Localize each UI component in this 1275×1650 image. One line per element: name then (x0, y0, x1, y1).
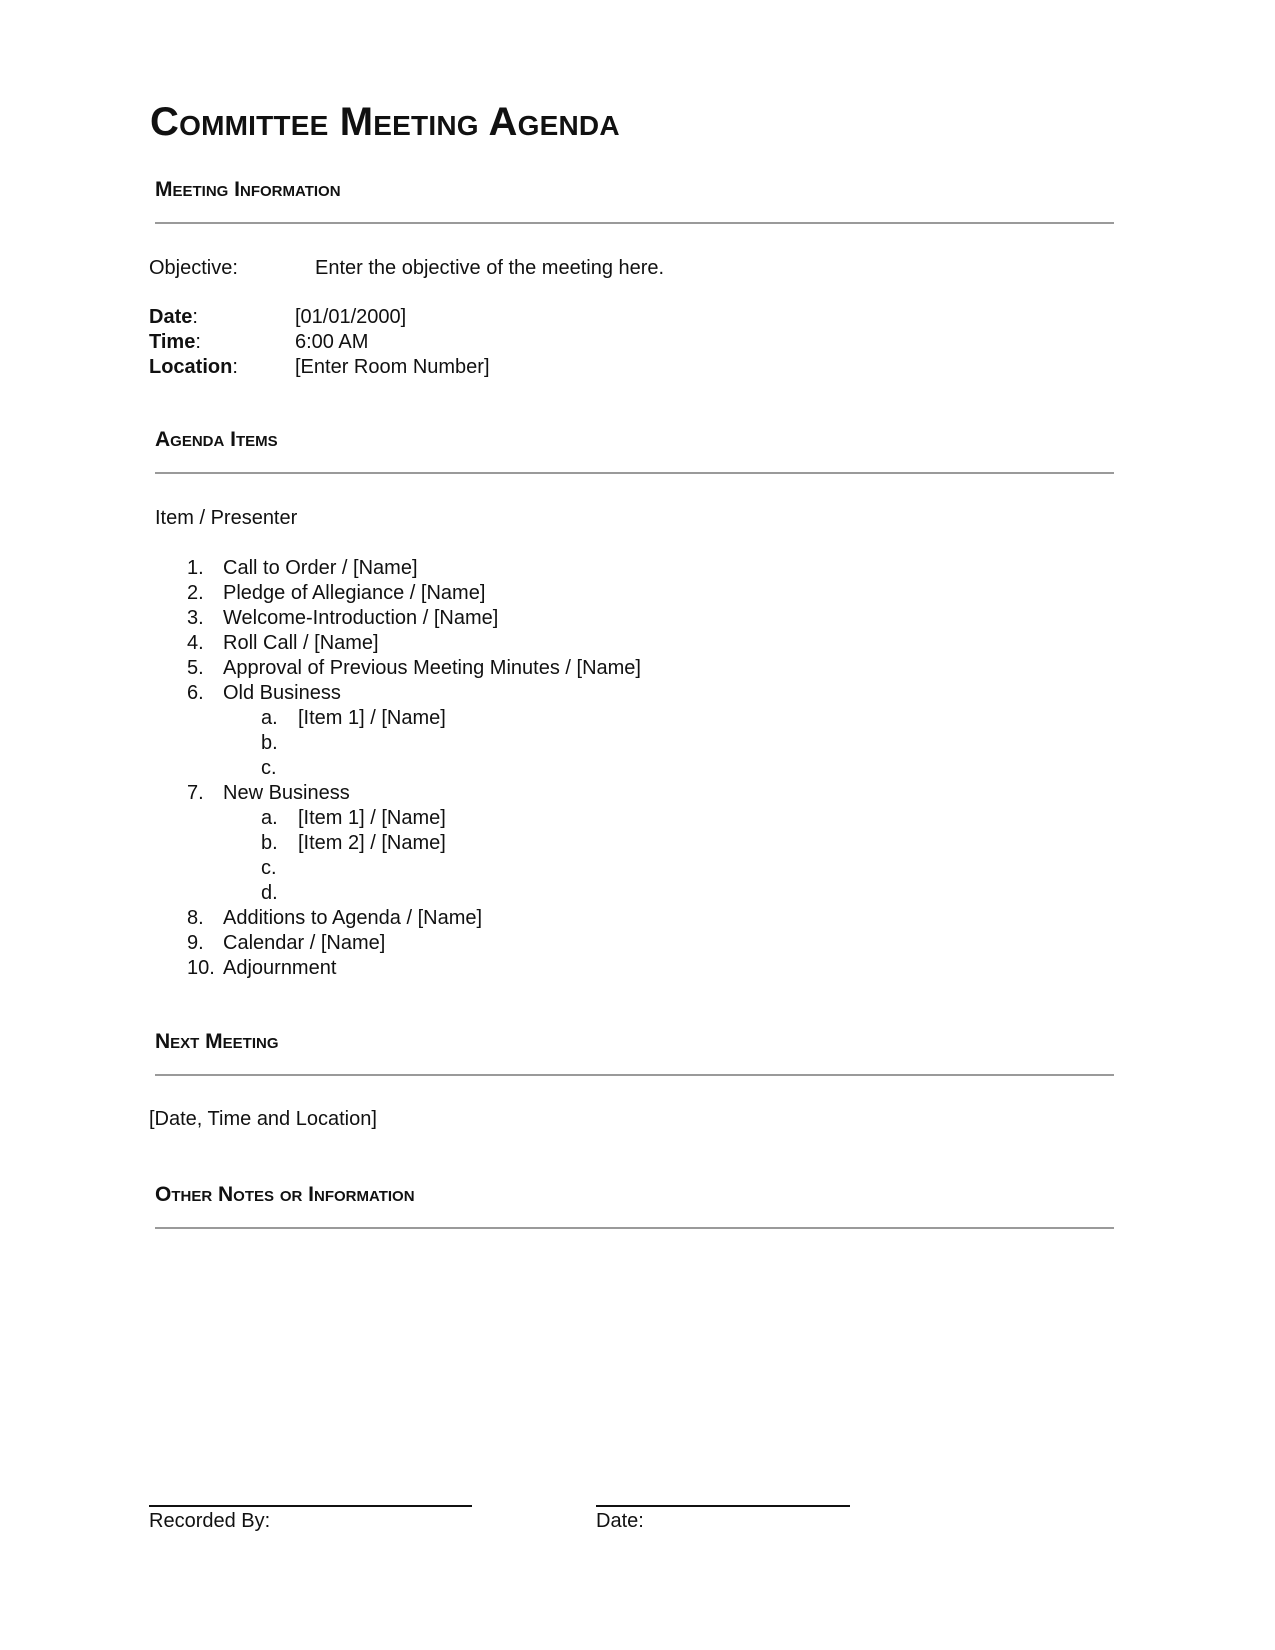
objective-value: Enter the objective of the meeting here. (315, 257, 665, 279)
sub-item-letter: a. (261, 807, 278, 829)
agenda-item-text: Approval of Previous Meeting Minutes / [Name] (223, 657, 641, 679)
agenda-item-number: 5. (187, 657, 204, 679)
location-label (149, 356, 238, 379)
next-meeting-value: [Date, Time and Location] (149, 1108, 377, 1130)
agenda-item-text: Old Business (223, 682, 341, 704)
agenda-item-number: 4. (187, 632, 204, 654)
objective-label: Objective: (149, 257, 238, 279)
agenda-item-number: 7. (187, 782, 204, 804)
sub-item-text: [Item 1] / [Name] (298, 807, 446, 829)
agenda-item-text: Additions to Agenda / [Name] (223, 907, 483, 929)
section-divider (155, 222, 1114, 224)
section-divider (155, 1074, 1114, 1076)
agenda-item-text: New Business (223, 782, 350, 804)
agenda-column-header: Item / Presenter (155, 507, 298, 529)
sub-item-letter: c. (261, 857, 277, 879)
date-label-text: Date (149, 306, 193, 328)
sub-item-letter: c. (261, 757, 277, 779)
agenda-item-text: Welcome-Introduction / [Name] (223, 607, 499, 629)
agenda-item-text: Call to Order / [Name] (223, 557, 418, 579)
page-title: Committee Meeting Agenda (150, 100, 620, 144)
agenda-item-number: 1. (187, 557, 204, 579)
agenda-item-number: 9. (187, 932, 204, 954)
sub-item-text: [Item 2] / [Name] (298, 832, 446, 854)
section-divider (155, 1227, 1114, 1229)
section-heading-meeting-information: Meeting Information (155, 178, 341, 201)
sub-item-letter: a. (261, 707, 278, 729)
section-heading-agenda-items: Agenda Items (155, 428, 278, 451)
agenda-item-number: 6. (187, 682, 204, 704)
sub-item-text: [Item 1] / [Name] (298, 707, 446, 729)
time-label (149, 331, 201, 354)
sub-item-letter: b. (261, 832, 278, 854)
recorded-by-signature-line (149, 1505, 472, 1507)
location-value: [Enter Room Number] (295, 356, 490, 378)
section-heading-other-notes: Other Notes or Information (155, 1183, 415, 1206)
date-value: [01/01/2000] (295, 306, 407, 328)
signature-date-label: Date: (596, 1510, 644, 1532)
sub-item-letter: b. (261, 732, 278, 754)
agenda-item-text: Pledge of Allegiance / [Name] (223, 582, 486, 604)
date-label (149, 306, 198, 329)
agenda-item-number: 10. (187, 957, 215, 979)
time-label-text: Time (149, 331, 196, 353)
agenda-item-text: Adjournment (223, 957, 337, 979)
location-label-colon: : (232, 356, 238, 378)
time-value: 6:00 AM (295, 331, 369, 353)
section-heading-next-meeting: Next Meeting (155, 1030, 279, 1053)
sub-item-letter: d. (261, 882, 278, 904)
time-label-colon: : (195, 331, 201, 353)
recorded-by-label: Recorded By: (149, 1510, 271, 1532)
agenda-item-text: Roll Call / [Name] (223, 632, 379, 654)
section-divider (155, 472, 1114, 474)
agenda-item-number: 2. (187, 582, 204, 604)
date-label-colon: : (192, 306, 198, 328)
agenda-item-number: 3. (187, 607, 204, 629)
location-label-text: Location (149, 356, 233, 378)
date-signature-line (596, 1505, 850, 1507)
agenda-item-number: 8. (187, 907, 204, 929)
agenda-item-text: Calendar / [Name] (223, 932, 386, 954)
